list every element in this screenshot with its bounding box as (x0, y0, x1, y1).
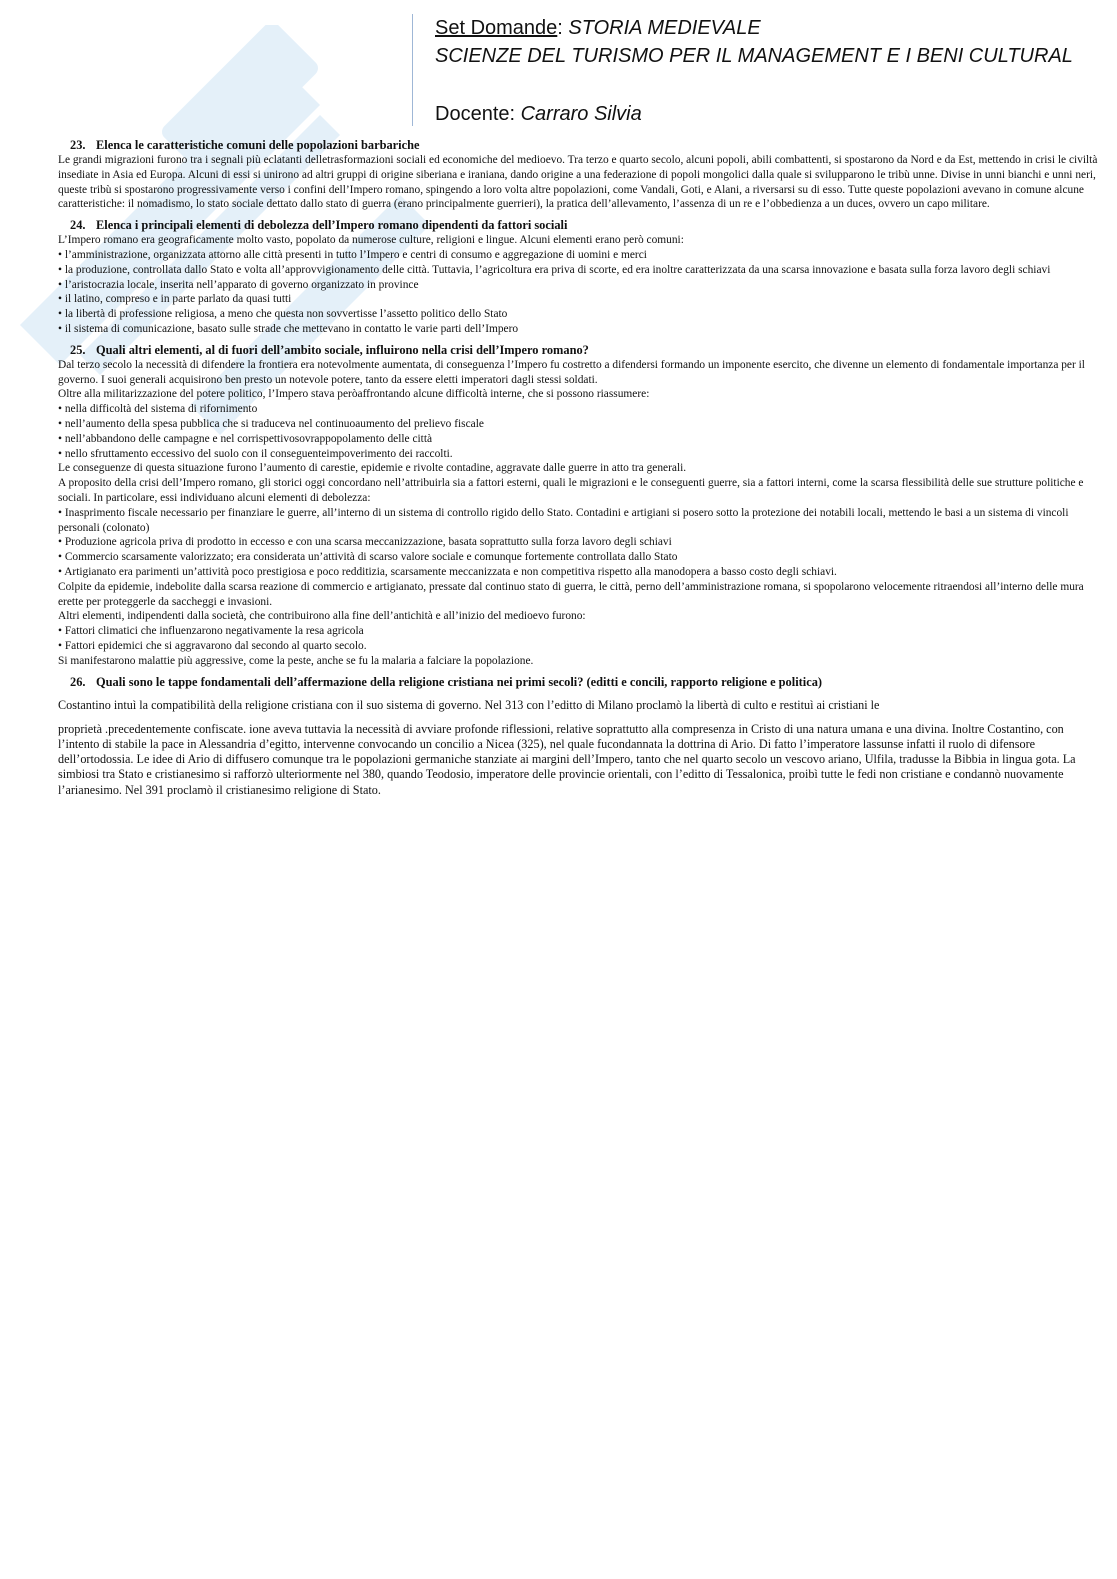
bullet-item: • il sistema di comunicazione, basato sulle strade che mettevano in contatto le varie parti dell’Impero (58, 322, 519, 335)
bullet-item: • Artigianato era parimenti un’attività poco prestigiosa e poco redditizia, scarsamente meccanizzata e non competitiva rispetto alla manodopera a basso costo degli schiavi. (58, 565, 837, 578)
bullet-item: • nell’aumento della spesa pubblica che si traduceva nel continuoaumento del prelievo fiscale (58, 417, 484, 430)
bullet-item: • Fattori epidemici che si aggravarono dal secondo al quarto secolo. (58, 639, 367, 652)
question-title (58, 675, 1103, 690)
question-number: 26. (70, 674, 86, 689)
answer-paragraph: L’Impero romano era geograficamente molto vasto, popolato da numerose culture, religioni e lingue. Alcuni elementi erano però comuni: (58, 234, 684, 247)
course-name: SCIENZE DEL TURISMO PER IL MANAGEMENT E I BENI CULTURAL (435, 45, 1073, 67)
question-number: 23. (70, 138, 86, 152)
docente-name: Carraro Silvia (520, 103, 642, 125)
answer-paragraph: Altri elementi, indipendenti dalla società, che contribuirono alla fine dell’antichità e all’inizio del medioevo furono: (58, 610, 586, 623)
set-label: Set Domande (435, 17, 558, 39)
answer-paragraph: Si manifestarono malattie più aggressive, come la peste, anche se fu la malaria a falciare la popolazione. (58, 654, 534, 667)
question-title (58, 138, 1103, 153)
bullet-item: • la produzione, controllata dallo Stato e volta all’approvvigionamento delle città. Tuttavia, l’agricoltura era priva di scorte, ed era inoltre caratterizzata da una scarsa innovazione e basata sulla forza lavoro degli schiavi (58, 263, 1051, 276)
question-section (58, 675, 1103, 798)
question-title (58, 218, 1103, 233)
answer-paragraph: Dal terzo secolo la necessità di difendere la frontiera era notevolmente aumentata, di conseguenza l’Impero fu costretto a difendersi formando un imponente esercito, che divenne un elemento di fondamentale importanza per il governo. I suoi generali acquisirono ben presto un notevole potere, tanto da essere eletti imperatori dagli stessi soldati. (58, 358, 1085, 386)
question-title (58, 343, 1103, 358)
bullet-item: • nella difficoltà del sistema di rifornimento (58, 403, 258, 416)
bullet-item: • la libertà di professione religiosa, a meno che questa non sovvertisse l’assetto politico dello Stato (58, 308, 508, 321)
answer-paragraph: Le grandi migrazioni furono tra i segnali più eclatanti delletrasformazioni sociali ed economiche del medioevo. Tra terzo e quarto secolo, alcuni popoli, abili combattenti, si spostarono da Nord e da Est, mettendo in crisi le civiltà insediate in Asia ed Europa. Alcuni di essi si unirono ad altri gruppi di origine siberiana e iraniana, dando origine a una federazione di popoli mongolici dalla quale si svilupparono le tribù unne. Divise in unni bianchi e unni neri, queste tribù si spostarono progressivamente verso i confini dell’Impero romano, spingendo a loro volta altre popolazioni, come Vandali, Goti, e Alani, a riversarsi su di esso. Tutte queste popolazioni avevano in comune alcune caratteristiche: il nomadismo, lo stato sociale dettato dallo stato di guerra (erano principalmente guerrieri), la pratica dell’allevamento, l’assenza di un re e l’obbedienza a un duces, ovvero un capo militare. (58, 154, 1098, 211)
bullet-item: • nell’abbandono delle campagne e nel corrispettivosovrappopolamento delle città (58, 432, 433, 445)
question-section (58, 218, 1103, 337)
subject: STORIA MEDIEVALE (568, 17, 761, 39)
bullet-item: • Produzione agricola priva di prodotto in eccesso e con una scarsa meccanizzazione, basata soprattutto sulla forza lavoro degli schiavi (58, 536, 672, 549)
bullet-item: • l’amministrazione, organizzata attorno alle città presenti in tutto l’Impero e centri di consumo e aggregazione di uomini e merci (58, 248, 647, 261)
question-number: 24. (70, 218, 86, 233)
bullet-item: • Commercio scarsamente valorizzato; era considerata un’attività di scarso valore sociale e comunque fortemente controllata dallo Stato (58, 551, 678, 564)
question-text: Elenca le caratteristiche comuni delle popolazioni barbariche (96, 138, 420, 152)
answer-paragraph: A proposito della crisi dell’Impero romano, gli storici oggi concordano nell’attribuirla sia a fattori esterni, quali le migrazioni e le conseguenti guerre, sia a fattori interni, come la scarsa flessibilità delle sue strutture politiche e sociali. In particolare, essi individuano alcuni elementi di debolezza: (58, 477, 1084, 504)
bullet-item: • l’aristocrazia locale, inserita nell’apparato di governo organizzato in province (58, 278, 419, 291)
answer-paragraph: proprietà .precedentemente confiscate. ione aveva tuttavia la necessità di avviare profonde riflessioni, relative soprattutto alla compresenza in Cristo di una natura umana e una divina. Inoltre Costantino, con l’intento di stabile la pace in Alessandria d’egitto, intervenne convocando un concilio a Nicea (325), nel quale fucondannata la dottrina di Ario. Di fatto l’imperatore lassunse infatti il ruolo di difensore dell’ortodossia. Le idee di Ario di diffusero comunque tra le popolazioni germaniche stanziate ai margini dell’Impero, tanto che nel quarto secolo un vescovo ariano, Ulfila, tradusse la Bibbia in lingua gota. La simbiosi tra Stato e cristianesimo si rafforzò ulteriormente nel 380, quando Teodosio, imperatore delle provincie orientali, con l’editto di Tessalonica, proibì tutte le fedi non cristiane e condannò nuovamente l’arianesimo. Nel 391 proclamò il cristianesimo religione di Stato. (58, 721, 1076, 797)
document-body (58, 132, 1103, 798)
answer-paragraph: Le conseguenze di questa situazione furono l’aumento di carestie, epidemie e rivolte contadine, aggravate dalle guerre in atto tra generali. (58, 462, 687, 475)
bullet-item: • Fattori climatici che influenzarono negativamente la resa agricola (58, 625, 364, 638)
docente-label: Docente: (435, 103, 521, 125)
bullet-item: • il latino, compreso e in parte parlato da quasi tutti (58, 293, 292, 306)
question-section (58, 138, 1103, 212)
question-section (58, 343, 1103, 669)
bullet-item: • nello sfruttamento eccessivo del suolo con il conseguenteimpoverimento dei raccolti. (58, 447, 453, 460)
header-subject-line (435, 14, 1073, 42)
question-text: Quali sono le tappe fondamentali dell’affermazione della religione cristiana nei primi secoli? (editti e concili, rapporto religione e politica) (96, 674, 823, 689)
question-number: 25. (70, 342, 86, 357)
answer-paragraph: Oltre alla militarizzazione del potere politico, l’Impero stava peròaffrontando alcune difficoltà interne, che si possono riassumere: (58, 388, 650, 401)
header-colon: : (557, 17, 569, 39)
question-text: Quali altri elementi, al di fuori dell’ambito sociale, influirono nella crisi dell’Impero romano? (96, 342, 589, 357)
question-text: Elenca i principali elementi di debolezza dell’Impero romano dipendenti da fattori sociali (96, 218, 568, 233)
answer-paragraph: Colpite da epidemie, indebolite dalla scarsa reazione di commercio e artigianato, pressate dal continuo stato di guerra, le città, perno dell’amministrazione romana, si spopolarono velocemente ritraendosi all’interno delle mura erette per proteggerle da saccheggi e invasioni. (58, 580, 1084, 608)
answer-paragraph: Costantino intuì la compatibilità della religione cristiana con il suo sistema di governo. Nel 313 con l’editto di Milano proclamò la libertà di culto e restituì ai cristiani le (58, 697, 880, 712)
header-divider (412, 14, 413, 126)
bullet-item: • Inasprimento fiscale necessario per finanziare le guerre, all’interno di un sistema di controllo rigido dello Stato. Contadini e artigiani si posero sotto la protezione dei notabili locali, mettendo le basi a un sistema di vincoli personali (colonato) (58, 506, 1069, 534)
document-header (435, 14, 1073, 128)
docente-line (435, 100, 1073, 128)
